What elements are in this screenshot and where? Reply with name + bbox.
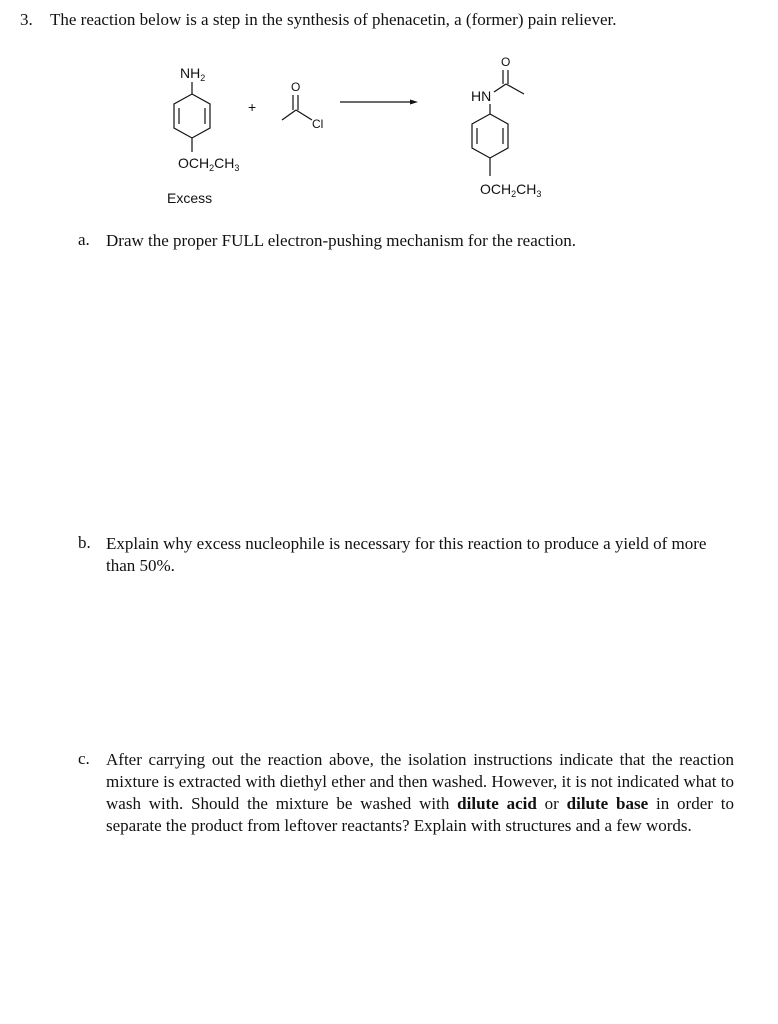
part-b-label: b. xyxy=(78,533,91,552)
dilute-acid-emphasis: dilute acid xyxy=(457,794,537,813)
excess-label: Excess xyxy=(167,190,213,206)
part-b-text: Explain why excess nucleophile is necessary for this reaction to produce a yield of more than 50%. xyxy=(106,534,707,575)
question-number: 3. xyxy=(20,10,33,29)
nh-label: HN xyxy=(471,88,492,104)
reactant-phenetidine xyxy=(167,65,239,206)
nh2-label: $NH_2$ xyxy=(180,65,206,83)
question-stem: The reaction below is a step in the synthesis of phenacetin, a (former) pain reliever. xyxy=(50,10,617,29)
part-a-text: Draw the proper FULL electron-pushing mechanism for the reaction. xyxy=(106,231,577,250)
chlorine-label: Cl xyxy=(312,117,324,131)
reaction-scheme xyxy=(0,0,778,220)
product-phenacetin xyxy=(471,55,541,199)
plus-sign: + xyxy=(248,99,257,115)
ethoxy-label-2: $OCH_2CH_3$ xyxy=(480,181,542,199)
dilute-base-emphasis: dilute base xyxy=(566,794,649,813)
amide-oxygen: O xyxy=(501,55,511,69)
part-c-text: After carrying out the reaction above, the isolation instructions indicate that the reaction mixture is extracted with diethyl ether and then washed. However, it is not indicated what to wash with. Should the mixture be washed with dilute acid or dilute base in order to separate the product from leftover reactants? Explain with structures and a few words. xyxy=(106,750,734,835)
part-c-label: c. xyxy=(78,749,90,768)
part-a-label: a. xyxy=(78,230,90,249)
reagent-acetyl-chloride xyxy=(282,80,323,131)
acyl-oxygen: O xyxy=(291,80,301,94)
ethoxy-label-1: $OCH_2CH_3$ xyxy=(178,155,240,173)
reaction-arrow xyxy=(340,100,418,105)
